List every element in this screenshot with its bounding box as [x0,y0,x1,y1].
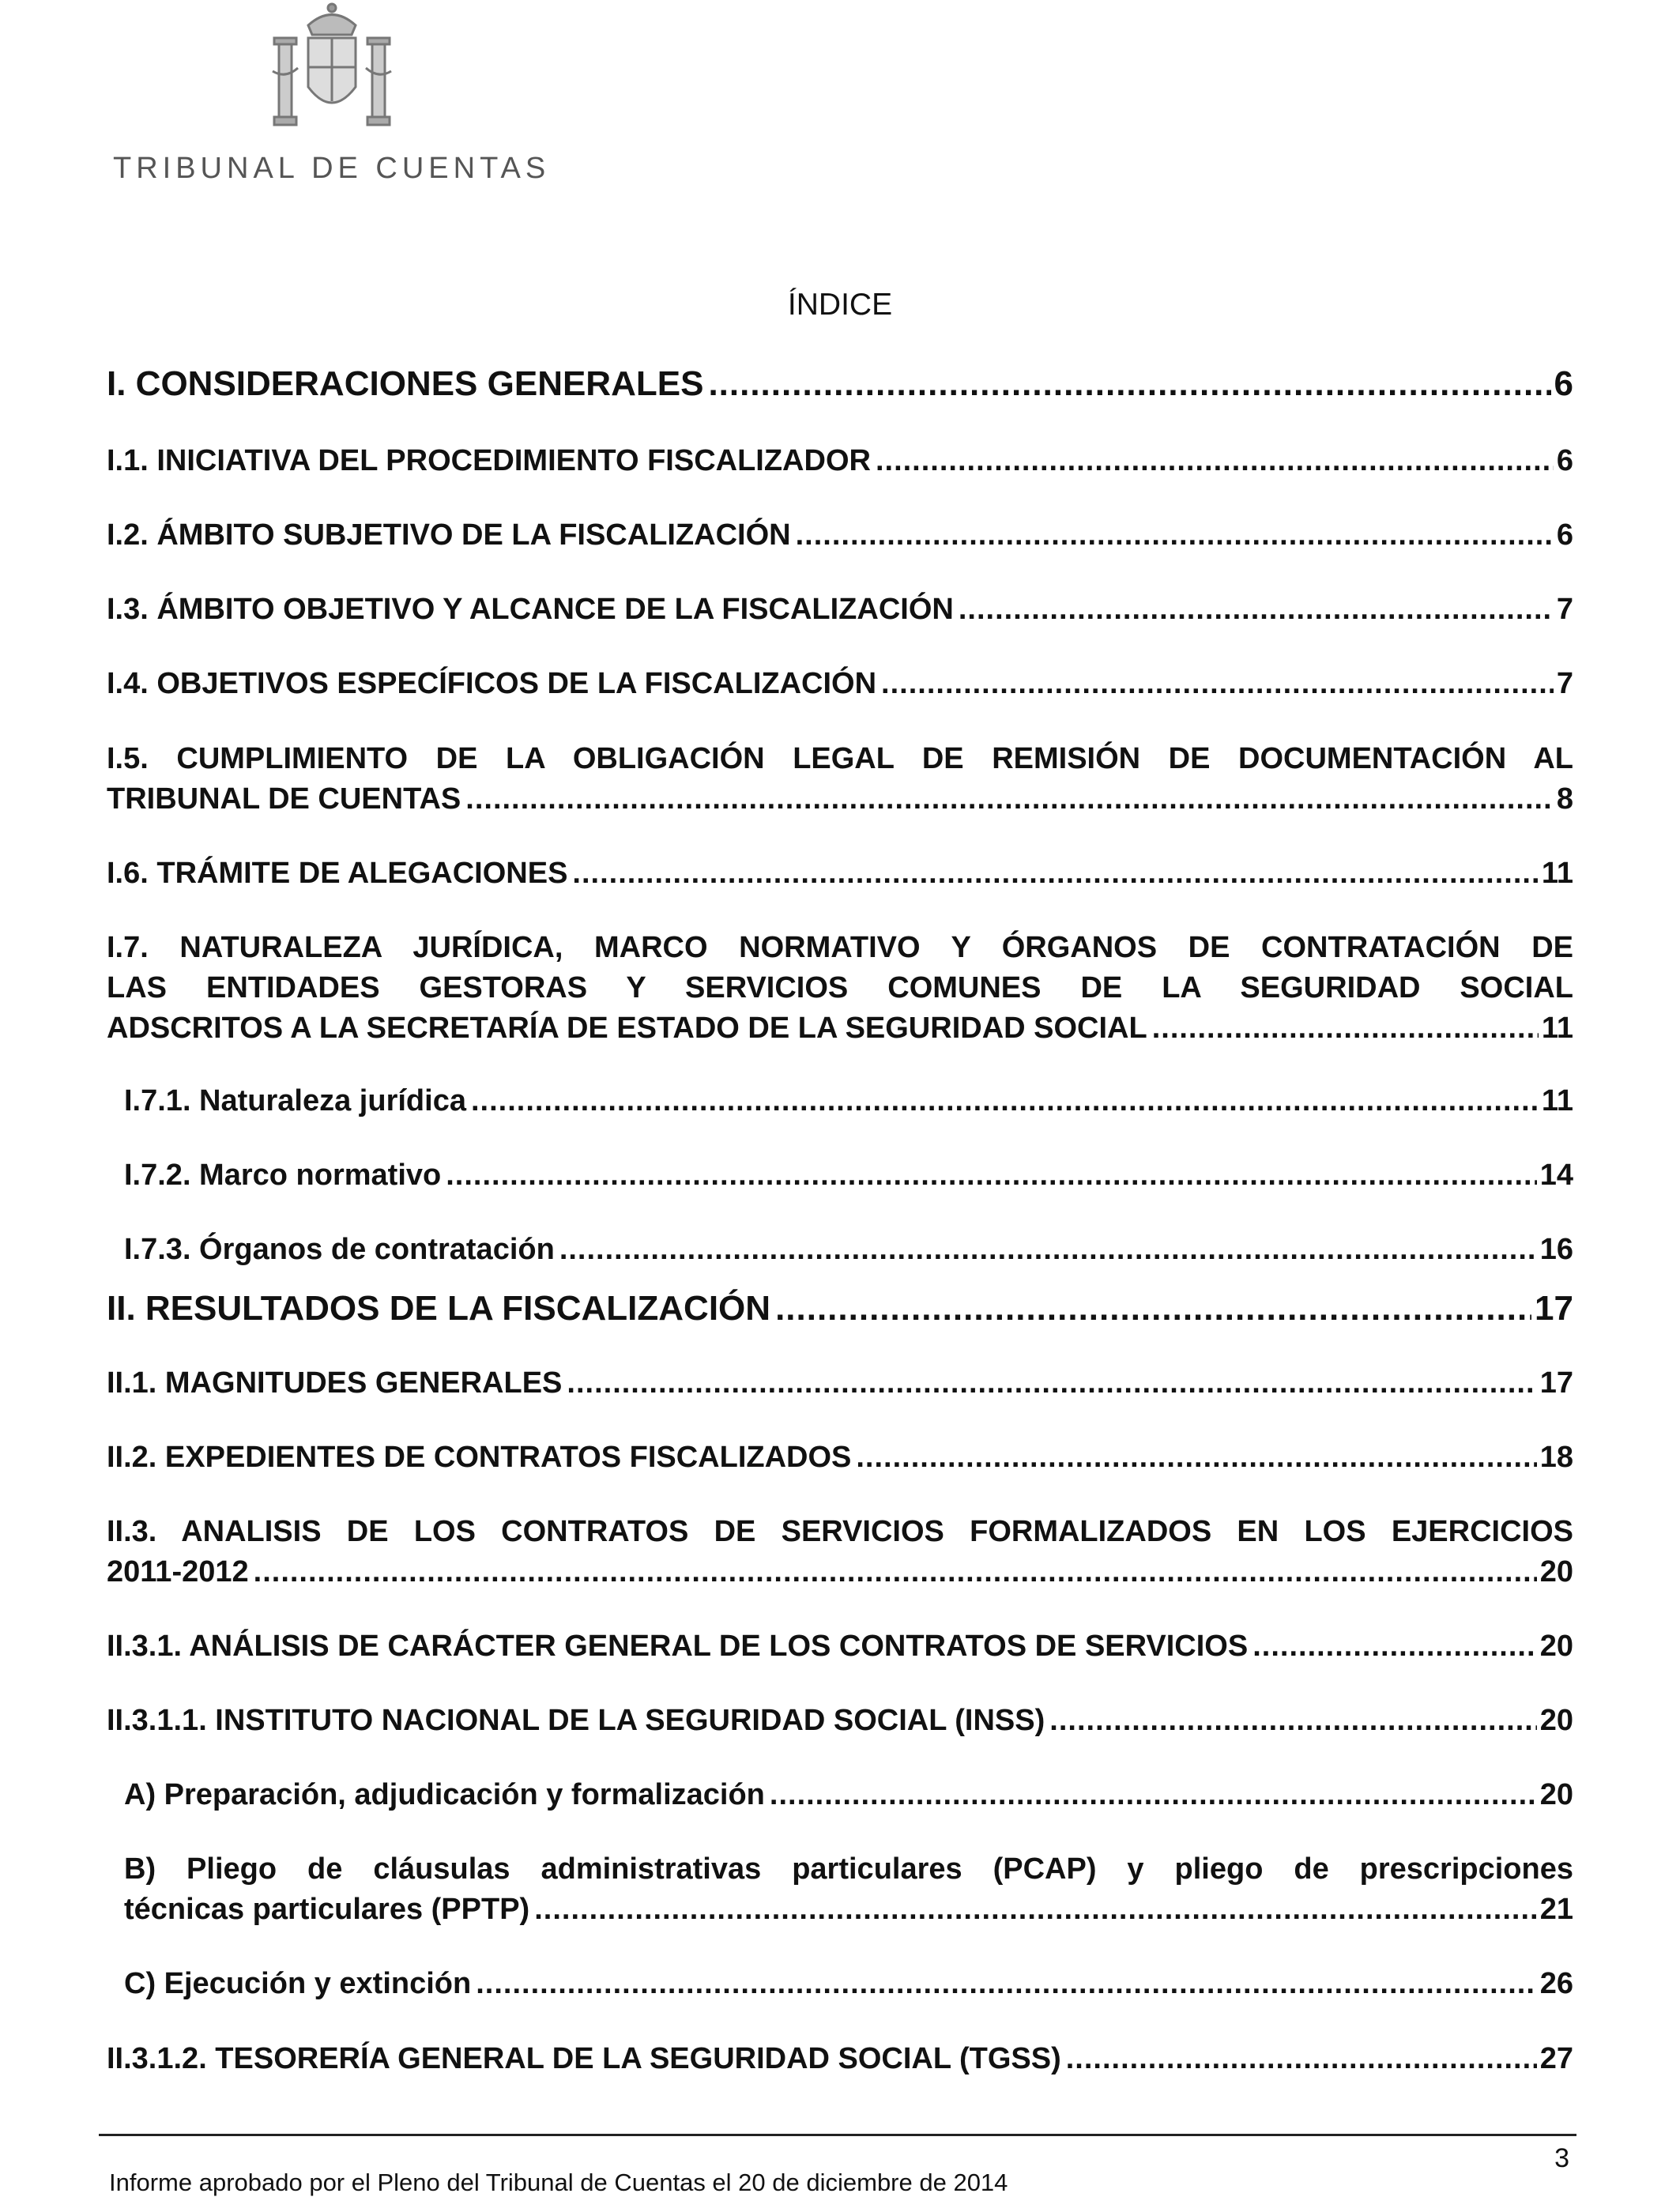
toc-entry-page: 20 [1539,1555,1573,1588]
toc-entry[interactable] [107,590,1573,630]
toc-entry-label: I.7.2. Marco normativo [124,1159,442,1192]
toc-entry-label: ADSCRITOS A LA SECRETARÍA DE ESTADO DE LA SEGURIDAD SOCIAL [107,1012,1147,1045]
toc-entry-label: II.3.1.1. INSTITUTO NACIONAL DE LA SEGURIDAD SOCIAL (INSS) [107,1704,1045,1737]
toc-entry[interactable] [107,2039,1573,2079]
toc-entry-page: 26 [1539,1967,1573,2000]
toc-entry[interactable] [124,1155,1573,1196]
leader-dots [471,1081,1539,1121]
toc-entry-page: 7 [1556,667,1573,700]
toc-entry-page: 14 [1539,1159,1573,1192]
footer-divider [99,2134,1576,2136]
toc-entry-label: técnicas particulares (PPTP) [124,1893,530,1926]
leader-dots [775,1288,1531,1328]
leader-dots [881,664,1554,704]
toc-entry-label: I.3. ÁMBITO OBJETIVO Y ALCANCE DE LA FISCALIZACIÓN [107,593,954,626]
toc-entry-label: A) Preparación, adjudicación y formalización [124,1778,765,1811]
toc-entry[interactable] [107,854,1573,894]
toc-entry[interactable] [124,1230,1573,1270]
toc-entry-label: II.3.1. ANÁLISIS DE CARÁCTER GENERAL DE LOS CONTRATOS DE SERVICIOS [107,1630,1249,1663]
toc-entry[interactable] [107,1363,1573,1404]
toc-entry-label-line: I.7. NATURALEZA JURÍDICA, MARCO NORMATIVO Y ÓRGANOS DE CONTRATACIÓN DE [107,931,1573,964]
toc-entry-label-line: B) Pliego de cláusulas administrativas particulares (PCAP) y pliego de prescripciones [124,1852,1573,1886]
toc-entry[interactable] [124,1081,1573,1121]
toc-entry-page: 11 [1541,1084,1573,1117]
leader-dots [1252,1626,1537,1667]
toc-entry[interactable] [107,928,1573,1049]
toc-entry[interactable] [107,1512,1573,1592]
leader-dots [708,364,1550,404]
toc-entry-label: 2011-2012 [107,1555,249,1588]
leader-dots [1049,1701,1536,1741]
toc-entry-label: I.2. ÁMBITO SUBJETIVO DE LA FISCALIZACIÓN [107,518,791,552]
leader-dots [959,590,1554,630]
toc-entry-label-line: II.3. ANALISIS DE LOS CONTRATOS DE SERVICIOS FORMALIZADOS EN LOS EJERCICIOS [107,1515,1573,1548]
toc-entry[interactable] [107,1288,1573,1328]
toc-entry[interactable] [124,1964,1573,2004]
toc-entry-page: 17 [1539,1366,1573,1400]
toc-entry-label: C) Ejecución y extinción [124,1967,472,2000]
toc-entry-page: 21 [1539,1893,1573,1926]
toc-entry-page: 20 [1539,1704,1573,1737]
toc-entry-label: I. CONSIDERACIONES GENERALES [107,364,704,403]
toc-entry-label-line: I.5. CUMPLIMIENTO DE LA OBLIGACIÓN LEGAL DE REMISIÓN DE DOCUMENTACIÓN AL [107,742,1573,775]
toc-entry-page: 18 [1539,1441,1573,1474]
footer-text: Informe aprobado por el Pleno del Tribunal de Cuentas el 20 de diciembre de 2014 [109,2169,1008,2196]
page-number: 3 [1554,2143,1569,2173]
leader-dots [534,1890,1537,1930]
leader-dots [1066,2039,1537,2079]
toc-entry[interactable] [107,739,1573,820]
leader-dots [770,1775,1537,1815]
toc-entry-label: II.2. EXPEDIENTES DE CONTRATOS FISCALIZADOS [107,1441,852,1474]
leader-dots [796,515,1554,556]
leader-dots [856,1438,1536,1478]
leader-dots [567,1363,1536,1404]
toc-entry-page: 17 [1535,1289,1573,1328]
toc-entry[interactable] [124,1849,1573,1930]
toc-entry-label: I.4. OBJETIVOS ESPECÍFICOS DE LA FISCALIZACIÓN [107,667,877,700]
leader-dots [476,1964,1537,2004]
leader-dots [1152,1008,1539,1049]
toc-entry[interactable] [124,1775,1573,1815]
toc-entry-label: I.7.3. Órganos de contratación [124,1233,555,1266]
toc-entry[interactable] [107,515,1573,556]
toc-entry[interactable] [107,1626,1573,1667]
toc-entry[interactable] [107,441,1573,481]
toc-entry-page: 8 [1556,782,1573,816]
toc-entry-label: II. RESULTADOS DE LA FISCALIZACIÓN [107,1289,771,1328]
toc-entry-page: 11 [1541,857,1573,890]
toc-entry-label: TRIBUNAL DE CUENTAS [107,782,461,816]
toc-entry[interactable] [107,1701,1573,1741]
leader-dots [559,1230,1537,1270]
leader-dots [446,1155,1536,1196]
toc-entry-page: 6 [1556,444,1573,477]
toc-entry-page: 20 [1539,1778,1573,1811]
toc-entry-page: 20 [1539,1630,1573,1663]
toc-entry-page: 7 [1556,593,1573,626]
toc-entry-label: I.7.1. Naturaleza jurídica [124,1084,466,1117]
leader-dots [254,1552,1537,1592]
toc-entry-page: 11 [1541,1012,1573,1045]
toc-entry[interactable] [107,1438,1573,1478]
toc-entry-label: I.6. TRÁMITE DE ALEGACIONES [107,857,568,890]
leader-dots [572,854,1538,894]
toc-entry-label: I.1. INICIATIVA DEL PROCEDIMIENTO FISCALIZADOR [107,444,871,477]
org-name: TRIBUNAL DE CUENTAS [113,152,551,185]
toc-entry-label: II.1. MAGNITUDES GENERALES [107,1366,563,1400]
page-title: ÍNDICE [787,288,893,322]
toc-entry-page: 16 [1539,1233,1573,1266]
toc-entry[interactable] [107,664,1573,704]
royal-coat-of-arms-icon [265,0,399,134]
leader-dots [876,441,1554,481]
toc-entry-page: 6 [1556,518,1573,552]
toc-entry[interactable] [107,364,1573,404]
leader-dots [465,779,1554,820]
toc-entry-label: II.3.1.2. TESORERÍA GENERAL DE LA SEGURIDAD SOCIAL (TGSS) [107,2042,1061,2075]
toc-entry-page: 27 [1539,2042,1573,2075]
toc-entry-page: 6 [1554,364,1573,403]
toc-entry-label-line: LAS ENTIDADES GESTORAS Y SERVICIOS COMUNES DE LA SEGURIDAD SOCIAL [107,971,1573,1004]
